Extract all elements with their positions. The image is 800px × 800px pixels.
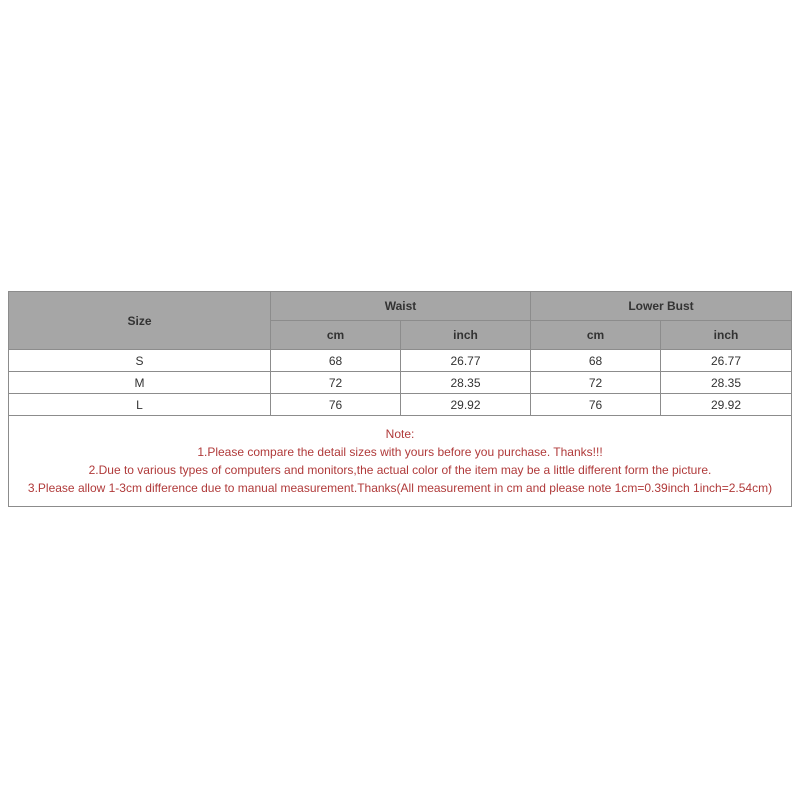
size-chart-table <box>8 291 792 507</box>
size-cell: M <box>9 372 271 394</box>
value-cell: 29.92 <box>661 394 792 416</box>
notes-cell <box>9 416 792 507</box>
notes-row <box>9 416 792 507</box>
table-row <box>9 394 792 416</box>
value-cell: 26.77 <box>401 350 531 372</box>
value-cell: 68 <box>531 350 661 372</box>
note-line-3: 3.Please allow 1-3cm difference due to manual measurement.Thanks(All measurement in cm and please note 1cm=0.39inch 1inch=2.54cm) <box>27 481 773 495</box>
lower-bust-inch-header: inch <box>661 321 792 350</box>
table-row <box>9 350 792 372</box>
value-cell: 76 <box>531 394 661 416</box>
value-cell: 28.35 <box>661 372 792 394</box>
table-row <box>9 372 792 394</box>
lower-bust-cm-header: cm <box>531 321 661 350</box>
value-cell: 29.92 <box>401 394 531 416</box>
notes-title: Note: <box>385 427 415 441</box>
size-cell: S <box>9 350 271 372</box>
size-column-header: Size <box>9 292 271 350</box>
lower-bust-group-header: Lower Bust <box>531 292 792 321</box>
value-cell: 68 <box>271 350 401 372</box>
note-line-2: 2.Due to various types of computers and monitors,the actual color of the item may be a little different form the picture. <box>88 463 712 477</box>
note-line-1: 1.Please compare the detail sizes with yours before you purchase. Thanks!!! <box>197 445 603 459</box>
header-group-row <box>9 292 792 321</box>
value-cell: 72 <box>271 372 401 394</box>
value-cell: 72 <box>531 372 661 394</box>
waist-group-header: Waist <box>271 292 531 321</box>
value-cell: 28.35 <box>401 372 531 394</box>
value-cell: 26.77 <box>661 350 792 372</box>
waist-cm-header: cm <box>271 321 401 350</box>
waist-inch-header: inch <box>401 321 531 350</box>
size-cell: L <box>9 394 271 416</box>
value-cell: 76 <box>271 394 401 416</box>
